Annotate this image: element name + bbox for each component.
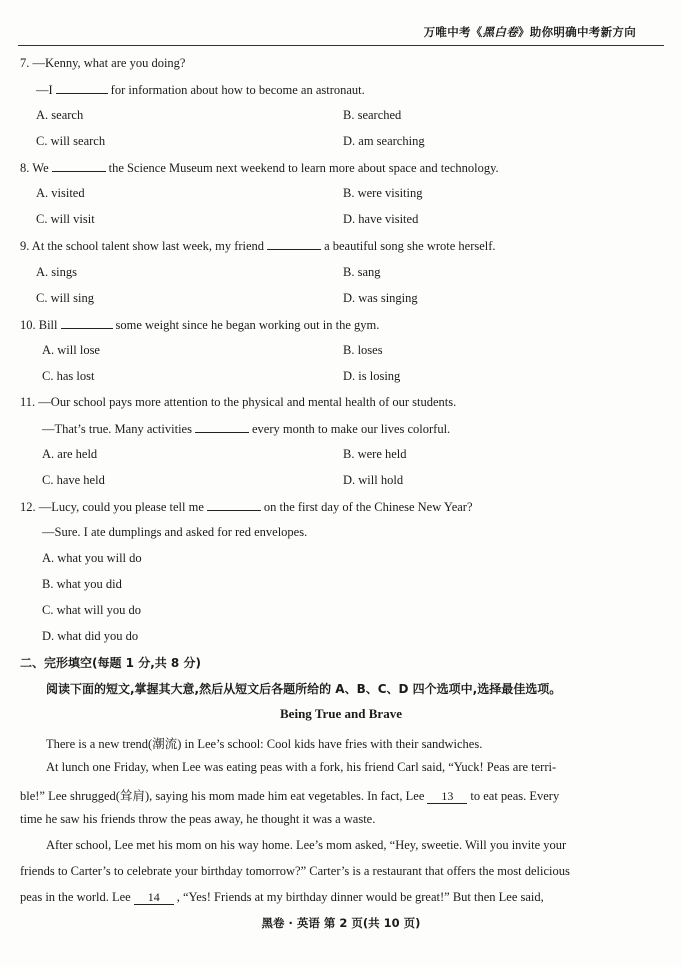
q7-option-d: D. am searching bbox=[343, 134, 425, 148]
q11-line2: —That’s true. Many activities every month to make our lives colorful. bbox=[42, 422, 451, 436]
q8-option-c: C. will visit bbox=[36, 212, 95, 226]
answer-blank bbox=[52, 160, 106, 172]
answer-blank bbox=[207, 499, 261, 511]
q7-option-b: B. searched bbox=[343, 108, 402, 122]
section-instruction: 阅读下面的短文,掌握其大意,然后从短文后各题所给的 A、B、C、D 四个选项中,选择最佳选项。 bbox=[46, 682, 562, 696]
passage-line-6: friends to Carter’s to celebrate your birthday tomorrow?” Carter’s is a restaurant that offers the most delicious bbox=[20, 864, 570, 878]
q11-stem: 11. —Our school pays more attention to the physical and mental health of our students. bbox=[20, 395, 457, 409]
passage-title: Being True and Brave bbox=[280, 706, 402, 721]
page-header bbox=[424, 24, 636, 40]
q9-option-a: A. sings bbox=[36, 265, 77, 279]
q12-line2: —Sure. I ate dumplings and asked for red envelopes. bbox=[42, 525, 308, 539]
q9-stem: 9. At the school talent show last week, my friend a beautiful song she wrote herself. bbox=[20, 239, 496, 253]
page-footer: 黑卷 · 英语 第 2 页(共 10 页) bbox=[261, 916, 421, 930]
answer-blank bbox=[195, 421, 249, 433]
q10-option-c: C. has lost bbox=[42, 369, 95, 383]
q11-option-b: B. were held bbox=[343, 447, 407, 461]
header-rule bbox=[18, 45, 664, 46]
cloze-blank-13: 13 bbox=[427, 791, 467, 804]
q9-option-c: C. will sing bbox=[36, 291, 94, 305]
q10-option-a: A. will lose bbox=[42, 343, 100, 357]
q8-option-b: B. were visiting bbox=[343, 186, 423, 200]
q7-option-a: A. search bbox=[36, 108, 84, 122]
header-text-pre: 万唯中考《 bbox=[423, 25, 483, 39]
q11-option-c: C. have held bbox=[42, 473, 105, 487]
passage-line-4: time he saw his friends throw the peas away, he thought it was a waste. bbox=[20, 812, 376, 826]
header-book-name: 黑白卷 bbox=[482, 25, 518, 39]
passage-line-7: peas in the world. Lee 14 , “Yes! Friends at my birthday dinner would be great!” But then Lee said, bbox=[20, 890, 544, 904]
q8-option-d: D. have visited bbox=[343, 212, 419, 226]
q12-option-b: B. what you did bbox=[42, 577, 122, 591]
passage-line-2: At lunch one Friday, when Lee was eating peas with a fork, his friend Carl said, “Yuck! Peas are terri- bbox=[46, 760, 557, 774]
cloze-blank-14: 14 bbox=[134, 892, 174, 905]
q7-line2: —I for information about how to become an astronaut. bbox=[36, 83, 365, 97]
q10-option-b: B. loses bbox=[343, 343, 383, 357]
q10-stem: 10. Bill some weight since he began working out in the gym. bbox=[20, 318, 380, 332]
passage-line-1: There is a new trend(潮流) in Lee’s school: Cool kids have fries with their sandwiches. bbox=[46, 737, 483, 751]
q7-stem: 7. —Kenny, what are you doing? bbox=[20, 56, 186, 70]
q9-option-d: D. was singing bbox=[343, 291, 418, 305]
q10-option-d: D. is losing bbox=[343, 369, 401, 383]
q11-option-a: A. are held bbox=[42, 447, 98, 461]
q12-option-c: C. what will you do bbox=[42, 603, 141, 617]
passage-line-3: ble!” Lee shrugged(耸肩), saying his mom made him eat vegetables. In fact, Lee 13 to eat peas. Every bbox=[20, 789, 560, 803]
q11-option-d: D. will hold bbox=[343, 473, 404, 487]
section-heading: 二、完形填空(每题 1 分,共 8 分) bbox=[20, 656, 201, 670]
answer-blank bbox=[56, 82, 108, 94]
passage-line-5: After school, Lee met his mom on his way home. Lee’s mom asked, “Hey, sweetie. Will you invite your bbox=[46, 838, 567, 852]
q12-option-a: A. what you will do bbox=[42, 551, 142, 565]
q7-option-c: C. will search bbox=[36, 134, 106, 148]
q12-option-d: D. what did you do bbox=[42, 629, 139, 643]
q8-stem: 8. We the Science Museum next weekend to learn more about space and technology. bbox=[20, 161, 499, 175]
answer-blank bbox=[61, 317, 113, 329]
answer-blank bbox=[267, 238, 321, 250]
q9-option-b: B. sang bbox=[343, 265, 381, 279]
q8-option-a: A. visited bbox=[36, 186, 85, 200]
header-text-post: 》助你明确中考新方向 bbox=[518, 25, 636, 39]
q12-stem: 12. —Lucy, could you please tell me on the first day of the Chinese New Year? bbox=[20, 500, 473, 514]
